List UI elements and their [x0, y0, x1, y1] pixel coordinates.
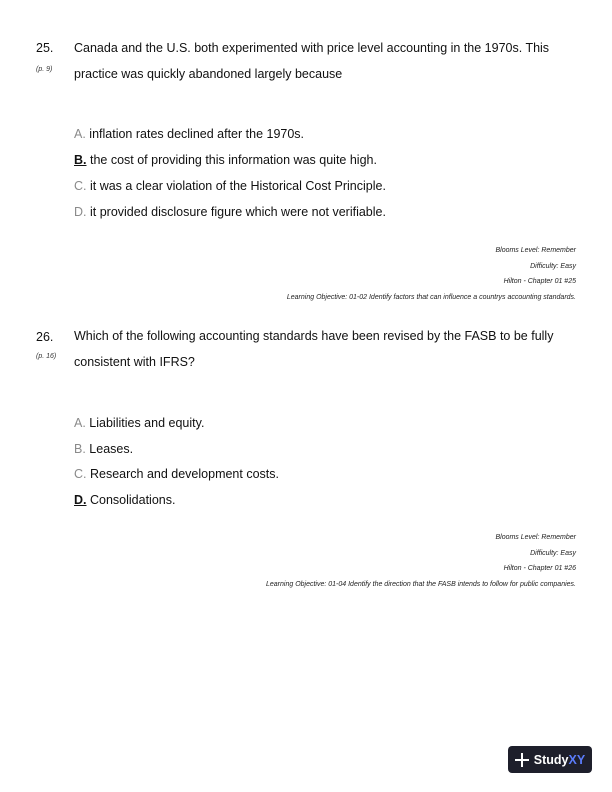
option-text: it provided disclosure figure which were not verifiable.: [89, 205, 386, 219]
option-text: the cost of providing this information was quite high.: [89, 153, 377, 167]
question-stem: Canada and the U.S. both experimented with price level accounting in the 1970s. This practice was quickly abandoned largely because: [74, 41, 550, 81]
option-letter-correct: D.: [74, 493, 87, 507]
option-text: Leases.: [89, 442, 134, 456]
logo-text-accent: XY: [568, 752, 586, 767]
option-text: it was a clear violation of the Historical Cost Principle.: [89, 179, 386, 193]
page-reference: (p. 9): [36, 66, 53, 73]
learning-objective: Learning Objective: 01-04 Identify the direction that the FASB intends to follow for public companies.: [266, 580, 576, 588]
logo-text-main: Study: [533, 752, 569, 767]
option-a[interactable]: [74, 127, 304, 141]
option-text: Consolidations.: [89, 493, 176, 507]
option-c[interactable]: [74, 179, 386, 193]
source-reference: Hilton - Chapter 01 #26: [503, 565, 576, 572]
option-letter: D.: [74, 205, 87, 219]
question-metadata: [287, 243, 576, 305]
question-number: 25.: [36, 41, 54, 55]
source-reference: Hilton - Chapter 01 #25: [503, 278, 576, 285]
option-letter: B.: [74, 442, 86, 456]
option-a[interactable]: [74, 416, 204, 430]
option-letter: A.: [74, 127, 86, 141]
question-metadata: [266, 530, 576, 592]
option-d[interactable]: [74, 205, 386, 219]
plus-icon: [515, 753, 529, 767]
question-stem: Which of the following accounting standards have been revised by the FASB to be fully consistent with IFRS?: [74, 329, 554, 369]
option-letter-correct: B.: [74, 153, 87, 167]
question-number: 26.: [36, 330, 54, 344]
option-letter: C.: [74, 179, 87, 193]
option-c[interactable]: [74, 467, 279, 481]
option-b[interactable]: [74, 442, 133, 456]
difficulty: Difficulty: Easy: [530, 549, 576, 557]
learning-objective: Learning Objective: 01-02 Identify factors that can influence a countrys accounting standards.: [286, 293, 576, 301]
option-letter: A.: [74, 416, 86, 430]
option-text: Research and development costs.: [89, 467, 279, 481]
logo-text: [534, 753, 585, 767]
option-d[interactable]: [74, 493, 175, 507]
option-text: inflation rates declined after the 1970s.: [89, 127, 305, 141]
blooms-level: Blooms Level: Remember: [495, 247, 576, 254]
page-reference: (p. 16): [36, 353, 57, 360]
option-text: Liabilities and equity.: [89, 416, 205, 430]
option-letter: C.: [74, 467, 87, 481]
difficulty: Difficulty: Easy: [530, 262, 576, 270]
studyxy-logo[interactable]: [508, 746, 592, 773]
blooms-level: Blooms Level: Remember: [495, 534, 576, 541]
option-b[interactable]: [74, 153, 377, 167]
